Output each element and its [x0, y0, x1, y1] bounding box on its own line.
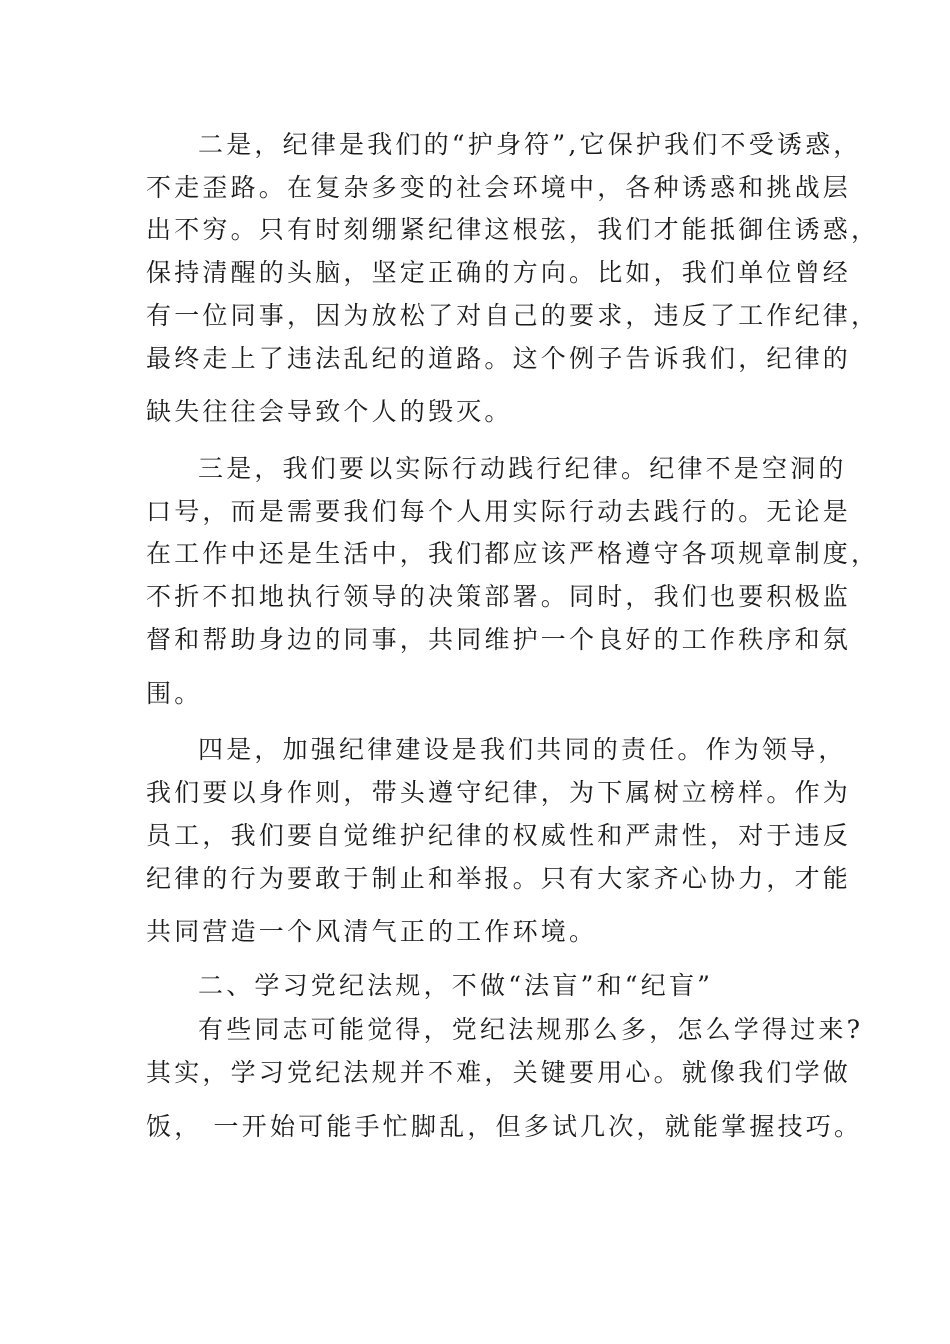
- text-line: 二是，纪律是我们的“护身符”,它保护我们不受诱惑，: [198, 130, 862, 159]
- text-line: 有一位同事，因为放松了对自己的要求，违反了工作纪律，: [146, 301, 880, 330]
- text-line: 员工，我们要自觉维护纪律的权威性和严肃性，对于违反: [146, 821, 852, 850]
- text-line: 三是，我们要以实际行动践行纪律。纪律不是空洞的: [198, 454, 847, 483]
- text-line: 不走歪路。在复杂多变的社会环境中，各种诱惑和挑战层: [146, 173, 852, 202]
- text-line: 共同营造一个风清气正的工作环境。: [146, 917, 598, 946]
- text-line: 在工作中还是生活中，我们都应该严格遵守各项规章制度，: [146, 539, 880, 568]
- text-line: 出不穷。只有时刻绷紧纪律这根弦，我们才能抵御住诱惑，: [146, 215, 880, 244]
- text-line: 最终走上了违法乱纪的道路。这个例子告诉我们，纪律的: [146, 344, 852, 373]
- text-line: 饭， 一开始可能手忙脚乱，但多试几次，就能掌握技巧。: [146, 1112, 863, 1141]
- text-line: 督和帮助身边的同事，共同维护一个良好的工作秩序和氛: [146, 625, 852, 654]
- text-line: 其实，学习党纪法规并不难，关键要用心。就像我们学做: [146, 1058, 852, 1087]
- text-line: 缺失往往会导致个人的毁灭。: [146, 397, 513, 426]
- section-heading: 二、学习党纪法规，不做“法盲”和“纪盲”: [198, 971, 714, 1000]
- text-line: 四是，加强纪律建设是我们共同的责任。作为领导，: [198, 735, 847, 764]
- text-line: 口号，而是需要我们每个人用实际行动去践行的。无论是: [146, 497, 852, 526]
- text-line: 有些同志可能觉得，党纪法规那么多，怎么学得过来?: [198, 1015, 864, 1044]
- text-line: 纪律的行为要敢于制止和举报。只有大家齐心协力，才能: [146, 864, 852, 893]
- text-line: 围。: [146, 679, 203, 708]
- text-line: 不折不扣地执行领导的决策部署。同时，我们也要积极监: [146, 582, 852, 611]
- text-line: 保持清醒的头脑，坚定正确的方向。比如，我们单位曾经: [146, 258, 852, 287]
- text-line: 我们要以身作则，带头遵守纪律，为下属树立榜样。作为: [146, 778, 852, 807]
